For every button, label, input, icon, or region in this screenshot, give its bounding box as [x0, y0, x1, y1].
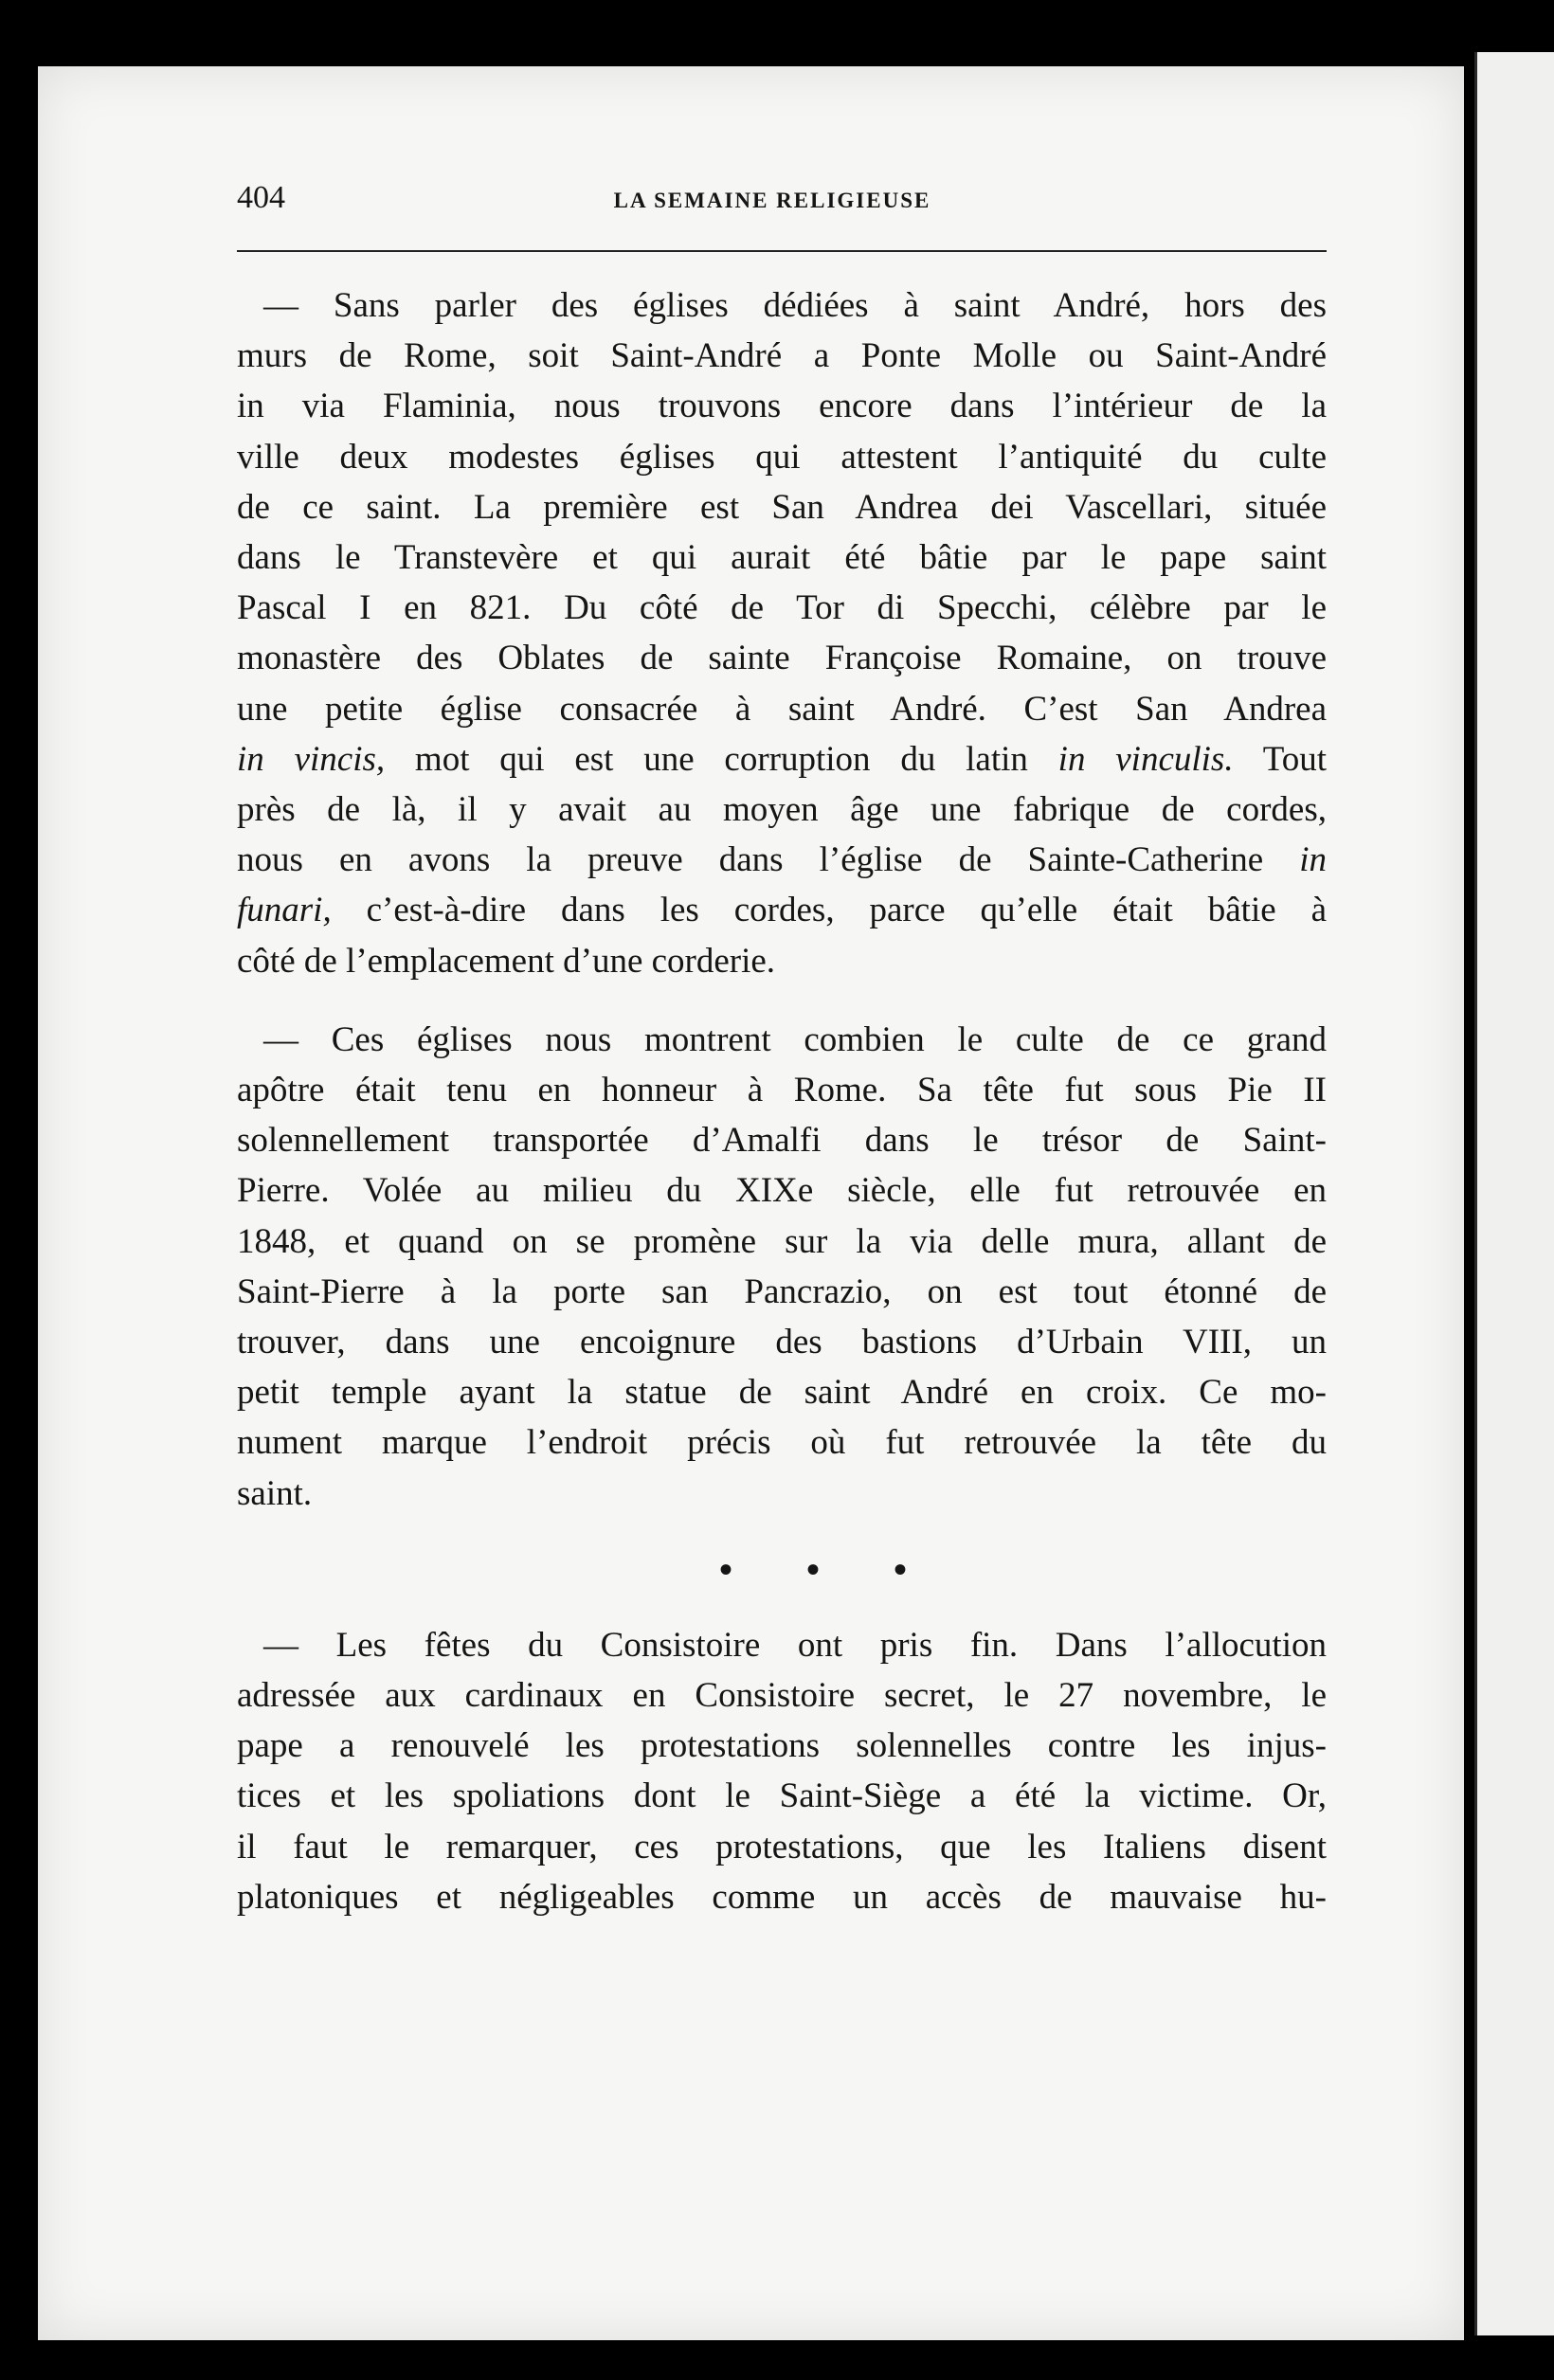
text-line: monastère des Oblates de sainte Françoise Romaine, on trouve — [237, 639, 1327, 678]
text-line: une petite église consacrée à saint André. C’est San Andrea — [237, 689, 1327, 729]
text-line: pape a renouvelé les protestations solennelles contre les injus- — [237, 1726, 1327, 1766]
text-line: il faut le remarquer, ces protestations, que les Italiens disent — [237, 1827, 1327, 1866]
text-line: in via Flaminia, nous trouvons encore dans l’intérieur de la — [237, 387, 1327, 426]
text-line: solennellement transportée d’Amalfi dans le trésor de Saint- — [237, 1121, 1327, 1161]
italic-phrase: funari, — [237, 891, 332, 930]
page-content — [237, 180, 1327, 1922]
text-line: — Ces églises nous montrent combien le culte de ce grand — [263, 1019, 1327, 1059]
text-line: tices et les spoliations dont le Saint-Siège a été la victime. Or, — [237, 1776, 1327, 1816]
text-run: Tout — [1233, 739, 1327, 779]
text-line: petit temple ayant la statue de saint André en croix. Ce mo- — [237, 1373, 1327, 1413]
text-line: Pascal I en 821. Du côté de Tor di Specchi, célèbre par le — [237, 588, 1327, 628]
text-line: platoniques et négligeables comme un accès de mauvaise hu- — [237, 1877, 1327, 1917]
facing-page-edge — [1474, 52, 1554, 2335]
text-run: nous en avons la preuve dans l’église de Sainte-Catherine — [237, 840, 1264, 880]
paragraph-saint-andre-churches — [237, 280, 1327, 986]
paragraph-relic-of-saint-andrew — [237, 1015, 1327, 1519]
text-line: trouver, dans une encoignure des bastions d’Urbain VIII, un — [237, 1323, 1327, 1362]
italic-phrase: in — [1263, 840, 1327, 880]
text-line: adressée aux cardinaux en Consistoire secret, le 27 novembre, le — [237, 1676, 1327, 1716]
text-line: saint. — [237, 1473, 313, 1513]
text-line: ville deux modestes églises qui attestent l’antiquité du culte — [237, 437, 1327, 477]
text-line: dans le Transtevère et qui aurait été bâtie par le pape saint — [237, 538, 1327, 578]
text-line: Saint-Pierre à la porte san Pancrazio, on est tout étonné de — [237, 1271, 1327, 1311]
page-gutter-line — [1474, 52, 1477, 2335]
text-line: près de là, il y avait au moyen âge une fabrique de cordes, — [237, 790, 1327, 830]
page-header — [237, 180, 1327, 250]
section-separator: • • • — [718, 1547, 939, 1591]
running-title: LA SEMAINE RELIGIEUSE — [613, 189, 931, 212]
text-line: de ce saint. La première est San Andrea dei Vascellari, située — [237, 487, 1327, 527]
text-run: mot qui est une corruption du latin — [385, 739, 1058, 779]
text-line: Pierre. Volée au milieu du XIXe siècle, elle fut retrouvée en — [237, 1171, 1327, 1211]
italic-phrase: in vincis, — [237, 739, 386, 779]
text-line: 1848, et quand on se promène sur la via delle mura, allant de — [237, 1221, 1327, 1261]
text-line: côté de l’emplacement d’une corderie. — [237, 941, 776, 981]
header-rule — [237, 250, 1327, 252]
text-line-mixed — [237, 885, 1327, 935]
italic-phrase: in vinculis. — [1057, 739, 1234, 779]
text-line-mixed — [237, 734, 1327, 784]
paragraph-consistory — [237, 1620, 1327, 1922]
text-line: — Sans parler des églises dédiées à saint André, hors des — [263, 286, 1327, 325]
text-run: c’est-à-dire dans les cordes, parce qu’elle était bâtie à — [331, 891, 1327, 930]
text-line: — Les fêtes du Consistoire ont pris fin. Dans l’allocution — [263, 1625, 1327, 1665]
text-line: murs de Rome, soit Saint-André a Ponte Molle ou Saint-André — [237, 336, 1327, 376]
page-number: 404 — [237, 180, 285, 215]
text-line: apôtre était tenu en honneur à Rome. Sa tête fut sous Pie II — [237, 1071, 1327, 1110]
text-line: nument marque l’endroit précis où fut retrouvée la tête du — [237, 1423, 1327, 1463]
text-line-mixed — [237, 835, 1327, 885]
